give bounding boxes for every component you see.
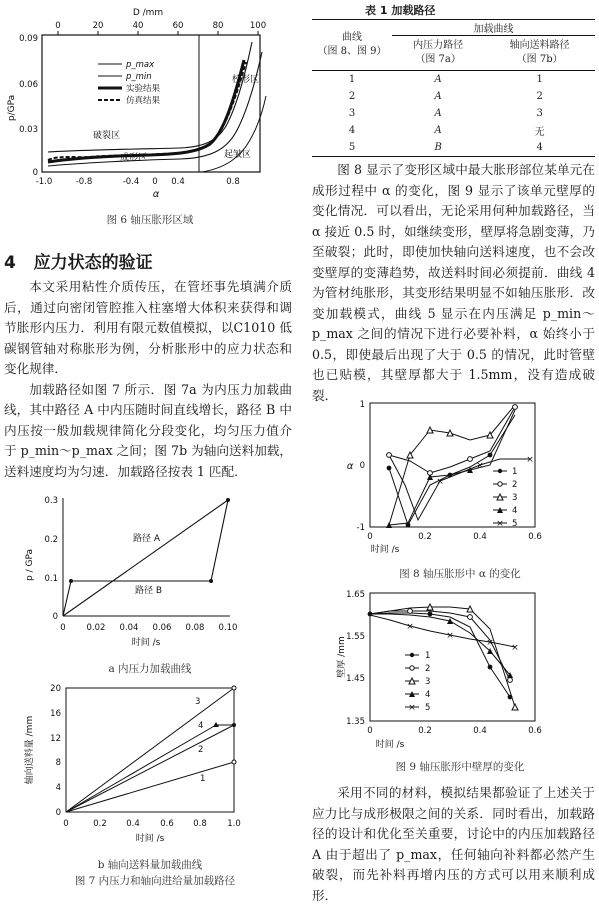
fig8-series	[389, 405, 530, 525]
fig8-y-tick: -1	[356, 523, 365, 533]
fig9-x-tick: 0.2	[418, 726, 432, 736]
svg-text:×: ×	[486, 638, 494, 648]
fig7b-line-label-2: 2	[198, 745, 204, 755]
fig8-x-tick: 0.2	[418, 532, 432, 542]
fig8-x-tick: 0.6	[528, 532, 542, 542]
fig8-legend-label: 5	[512, 519, 518, 529]
fig7a-path-a-label: 路径 A	[133, 534, 161, 544]
fig6-legend-experiment: 实验结果	[126, 84, 161, 94]
fig8-caption: 图 8 轴压胀形中 α 的变化	[399, 568, 521, 580]
fig7b-x-tick: 1.0	[227, 819, 241, 829]
fig7b-x-label: 时间 /s	[135, 834, 165, 844]
right-column-para-2: 采用不同的材料，模拟结果都验证了上述关于应力比与成形极限之间的关系．同时看出，加载路径的设计和优化至关重要，讨论中的内压加载路径 A 由于超出了 p_max，任何轴向补料都必然产生破裂，而先补料再增内压的方式可以用来顺利成形．	[312, 785, 595, 903]
fig7a-marker	[209, 579, 213, 583]
fig9-y-tick: 1.45	[346, 674, 365, 684]
table-header-curve: 曲线 （图 8、图 9）	[312, 20, 392, 71]
fig7b-x-tick: 0.4	[126, 819, 140, 829]
fig7b-line-label-4: 4	[198, 721, 204, 731]
table-row: 2 A 2	[348, 91, 543, 102]
fig7b-line-label-1: 1	[200, 774, 206, 784]
fig7a-y-tick: 0.1	[44, 574, 58, 584]
fig8-x-tick: 0	[367, 532, 373, 542]
fig7a-x-label: 时间 /s	[131, 638, 161, 648]
svg-text:×: ×	[526, 455, 534, 465]
fig6-top-tick: 20	[92, 21, 104, 31]
fig7b-y-tick: 12	[50, 734, 61, 744]
fig9-legend-label: 2	[425, 664, 431, 674]
figure-7a	[20, 490, 270, 680]
fig7b-y-tick: 20	[50, 684, 61, 694]
fig6-y-label: p/GPa	[7, 94, 17, 122]
fig6-legend-pmin: p_min	[126, 72, 152, 82]
figure-6	[0, 0, 300, 225]
fig9-y-tick: 1.55	[346, 632, 365, 642]
table-header-group: 加载曲线	[392, 20, 595, 36]
table-1	[312, 19, 595, 157]
fig7b-y-tick: 0	[55, 808, 61, 818]
fig6-legend-pmax: p_max	[126, 60, 155, 70]
fig7a-x-tick: 0.08	[185, 623, 205, 633]
fig6-x-tick: -0.4	[122, 177, 140, 187]
fig8-legend-label: 2	[512, 480, 518, 490]
fig7b-subcaption: b 轴向送料量加载曲线	[97, 859, 203, 871]
fig7a-y-tick: 0	[52, 612, 58, 622]
fig7b-x-tick: 0.6	[160, 819, 174, 829]
fig8-legend-label: 1	[512, 467, 518, 477]
svg-text:×: ×	[511, 643, 519, 653]
fig7b-line-3	[66, 688, 234, 812]
fig9-legend-label: 3	[425, 677, 431, 687]
svg-text:×: ×	[476, 461, 484, 471]
fig6-y-ticks	[19, 34, 38, 178]
fig8-y-tick: 0	[359, 461, 365, 471]
svg-text:×: ×	[408, 703, 416, 713]
fig9-plot-frame	[370, 593, 535, 721]
section-4-heading	[4, 248, 294, 273]
fig9-y-tick: 1.35	[346, 717, 365, 727]
fig6-region-rupture: 破裂区	[93, 131, 121, 141]
fig9-caption: 图 9 轴压胀形中壁厚的变化	[395, 761, 525, 773]
fig6-top-tick: 0	[55, 21, 61, 31]
section-4-para-1: 本文采用粘性介质传压，在管坯事先填满介质后，通过向密闭管腔推入柱塞增大体积来获得和调节胀形内压力．利用有限元数值模拟，以C1010 低碳钢管轴对称胀形为例，分析胀形中的应力状态和变化规律．	[4, 279, 292, 376]
section-title: 应力状态的验证	[33, 253, 153, 273]
fig9-x-tick: 0.6	[528, 726, 542, 736]
fig7a-marker	[226, 498, 230, 502]
fig7b-x-tick: 0.8	[193, 819, 207, 829]
fig7b-line-2	[66, 725, 234, 812]
fig6-legend	[98, 60, 161, 106]
table-header-feed: 轴向送料路径 （图 7b）	[484, 36, 595, 71]
fig7b-y-tick: 8	[55, 758, 61, 768]
fig6-legend-simulation: 仿真结果	[126, 96, 161, 106]
fig7b-y-tick: 16	[50, 709, 61, 719]
fig7a-y-tick: 0.3	[44, 496, 58, 506]
fig7b-y-tick: 4	[55, 783, 61, 793]
fig8-y-label: α	[346, 461, 354, 472]
fig9-x-tick: 0.4	[473, 726, 487, 736]
svg-text:×: ×	[436, 477, 444, 487]
fig9-x-tick: 0	[367, 726, 373, 736]
fig7a-x-tick: 0.10	[218, 623, 238, 633]
fig6-region-wrinkle: 起皱区	[224, 150, 252, 160]
fig6-top-tick: 80	[212, 21, 224, 31]
fig6-y-tick: 0.09	[19, 34, 38, 44]
fig9-x-label: 时间 /s	[375, 740, 405, 750]
fig7b-marker	[232, 760, 236, 764]
fig8-y-tick: 1	[359, 400, 365, 410]
svg-text:×: ×	[496, 519, 504, 529]
fig6-x-tick: -0.8	[75, 177, 93, 187]
figure-9	[330, 585, 570, 760]
fig6-top-tick: 60	[172, 21, 184, 31]
fig7a-x-tick: 0.02	[86, 623, 106, 633]
fig7a-y-tick: 0.2	[44, 535, 58, 545]
fig7b-lines	[66, 686, 236, 812]
table-row: 3 A 3	[348, 108, 543, 119]
fig7a-path-b-label: 路径 B	[135, 586, 163, 596]
fig8-legend-label: 3	[512, 493, 518, 503]
fig7b-line-1	[66, 762, 234, 812]
section-number: 4	[4, 253, 16, 273]
fig7a-x-tick: 0.06	[152, 623, 172, 633]
fig6-x-label: α	[152, 189, 160, 200]
fig7b-y-label: 轴向送料量 /mm	[25, 715, 35, 785]
section-4-para-2: 加载路径如图 7 所示．图 7a 为内压力加载曲线，其中路径 A 中内压随时间直线增长，路径 B 中内压按一般加载规律简化分段变化，均匀压力值介于 p_min～p_max 之间；图 7b 为轴向送料加载，送料速度均为匀速．加载路径按表 1 匹配．	[4, 381, 292, 479]
fig6-top-axis-label: D /mm	[132, 8, 164, 18]
fig6-x-tick: 0.4	[171, 177, 185, 187]
fig7a-x-tick: 0	[60, 623, 66, 633]
fig6-top-tick: 40	[132, 21, 144, 31]
fig6-x-tick: -1.0	[35, 177, 53, 187]
fig9-y-tick: 1.65	[346, 590, 365, 600]
fig8-x-label: 时间 /s	[370, 545, 400, 555]
fig8-legend-label: 4	[512, 506, 518, 516]
fig7a-y-label: p / GPa	[25, 549, 35, 581]
fig7-caption: 图 7 内压力和轴向进给量加载路径	[74, 875, 236, 887]
fig7a-subcaption: a 内压力加载曲线	[108, 663, 192, 675]
fig6-y-tick: 0	[32, 168, 38, 178]
figure-8	[330, 395, 570, 575]
fig6-region-forming: 成形区	[120, 153, 148, 163]
fig7b-x-tick: 0.2	[93, 819, 107, 829]
fig6-top-tick: 100	[249, 21, 267, 31]
fig9-legend	[405, 651, 430, 713]
fig6-y-tick: 0.03	[19, 125, 38, 135]
fig9-legend-label: 5	[425, 703, 431, 713]
table-row: 5 B 4	[348, 142, 543, 153]
table-row: 1 A 1	[348, 74, 543, 85]
svg-text:×: ×	[406, 622, 414, 632]
figure-7b	[20, 680, 270, 850]
section-4-body	[4, 277, 292, 482]
right-column-para-1: 图 8 显示了变形区域中最大胀形部位某单元在成形过程中 α 的变化，图 9 显示了该单元壁厚的变化情况．可以看出，无论采用何种加载路径，当 α 接近 0.5 时，如继续变形，壁厚将急剧变薄，乃至破裂；此时，即使加快轴向送料速度，也不会改变壁厚的变薄趋势，故送料时间必须提前．曲线 4 为管材纯胀形，其变形结果明显不如轴压胀形．改变加载模式，曲线 5 显示在内压满足 p_min～p_max 之间的情况下进行必要补料，α 始终小于 0.5，即使最后出现了大于 0.5 的情况，此时管壁也已贴模，其壁厚都大于 1.5mm，没有造成破裂．	[312, 162, 595, 403]
fig6-x-ticks	[36, 177, 240, 187]
fig7b-x-tick: 0	[63, 819, 69, 829]
fig7b-line-label-3: 3	[195, 697, 201, 707]
fig7a-path-a	[63, 500, 228, 616]
fig6-region-calibration: 校形区	[232, 75, 260, 85]
fig6-x-tick: 0.8	[226, 177, 240, 187]
svg-text:×: ×	[446, 631, 454, 641]
table-1-title: 表 1 加载路径	[365, 4, 436, 17]
fig8-x-tick: 0.4	[473, 532, 487, 542]
fig7a-x-tick: 0.04	[119, 623, 139, 633]
fig6-y-tick: 0.06	[19, 80, 38, 90]
table-row: 4 A 无	[348, 125, 545, 138]
table-header-pressure: 内压力路径 （图 7a）	[392, 36, 484, 71]
fig9-legend-label: 4	[425, 690, 431, 700]
fig6-top-ticks	[55, 21, 266, 35]
fig9-y-label: 壁厚 /mm	[337, 636, 347, 678]
fig9-series	[370, 607, 515, 707]
fig8-legend	[493, 467, 517, 529]
fig7b-line-4	[66, 725, 216, 812]
fig6-caption: 图 6 轴压胀形区域	[106, 214, 194, 226]
fig7b-marker	[232, 686, 236, 690]
fig6-x-tick: 0	[152, 177, 158, 187]
fig9-legend-label: 1	[425, 651, 431, 661]
fig7a-marker	[69, 579, 73, 583]
